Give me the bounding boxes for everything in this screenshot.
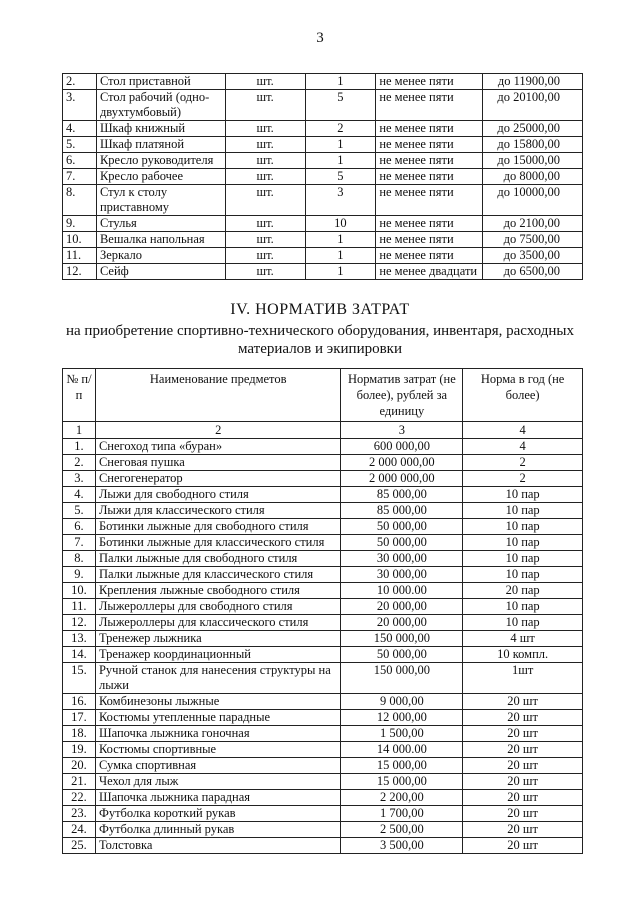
row-number: 6. xyxy=(63,519,96,535)
item-name: Кресло руководителя xyxy=(96,153,225,169)
row-number: 22. xyxy=(63,790,96,806)
item-name: Крепления лыжные свободного стиля xyxy=(95,583,341,599)
yearly-norm: 10 пар xyxy=(463,535,583,551)
row-number: 13. xyxy=(63,631,96,647)
item-name: Футболка короткий рукав xyxy=(95,806,341,822)
item-name: Шапочка лыжника парадная xyxy=(95,790,341,806)
service-term: не менее пяти xyxy=(376,74,483,90)
row-number: 21. xyxy=(63,774,96,790)
price: до 20100,00 xyxy=(483,90,583,121)
row-number: 2. xyxy=(63,455,96,471)
cost-norm: 3 500,00 xyxy=(341,838,463,854)
table-row xyxy=(63,599,583,615)
quantity: 1 xyxy=(305,248,376,264)
row-number: 7. xyxy=(63,169,97,185)
yearly-norm: 20 шт xyxy=(463,774,583,790)
furniture-table xyxy=(62,73,583,280)
yearly-norm: 1шт xyxy=(463,663,583,694)
row-number: 10. xyxy=(63,232,97,248)
service-term: не менее пяти xyxy=(376,185,483,216)
table-row xyxy=(63,742,583,758)
row-number: 9. xyxy=(63,216,97,232)
yearly-norm: 10 пар xyxy=(463,615,583,631)
row-number: 11. xyxy=(63,599,96,615)
yearly-norm: 20 шт xyxy=(463,758,583,774)
cost-norm: 30 000,00 xyxy=(341,551,463,567)
row-number: 25. xyxy=(63,838,96,854)
table-row xyxy=(63,519,583,535)
item-name: Палки лыжные для свободного стиля xyxy=(95,551,341,567)
price: до 6500,00 xyxy=(483,264,583,280)
table-row xyxy=(63,774,583,790)
yearly-norm: 20 шт xyxy=(463,742,583,758)
cost-norm: 12 000,00 xyxy=(341,710,463,726)
unit: шт. xyxy=(225,169,305,185)
cost-norm: 1 700,00 xyxy=(341,806,463,822)
row-number: 8. xyxy=(63,551,96,567)
yearly-norm: 20 шт xyxy=(463,806,583,822)
yearly-norm: 10 пар xyxy=(463,503,583,519)
yearly-norm: 20 шт xyxy=(463,710,583,726)
table-row xyxy=(63,264,583,280)
item-name: Лыжероллеры для свободного стиля xyxy=(95,599,341,615)
yearly-norm: 10 пар xyxy=(463,567,583,583)
row-number: 17. xyxy=(63,710,96,726)
unit: шт. xyxy=(225,264,305,280)
item-name: Лыжероллеры для классического стиля xyxy=(95,615,341,631)
cost-norm: 50 000,00 xyxy=(341,519,463,535)
cost-norm: 1 500,00 xyxy=(341,726,463,742)
item-name: Сумка спортивная xyxy=(95,758,341,774)
table-row xyxy=(63,455,583,471)
row-number: 9. xyxy=(63,567,96,583)
row-number: 1. xyxy=(63,439,96,455)
column-number: 1 xyxy=(63,422,96,439)
row-number: 20. xyxy=(63,758,96,774)
item-name: Ручной станок для нанесения структуры на лыжи xyxy=(95,663,341,694)
row-number: 19. xyxy=(63,742,96,758)
cost-norm: 150 000,00 xyxy=(341,631,463,647)
quantity: 2 xyxy=(305,121,376,137)
price: до 11900,00 xyxy=(483,74,583,90)
cost-norm: 9 000,00 xyxy=(341,694,463,710)
table-row xyxy=(63,185,583,216)
unit: шт. xyxy=(225,232,305,248)
table-row xyxy=(63,551,583,567)
item-name: Кресло рабочее xyxy=(96,169,225,185)
item-name: Стол приставной xyxy=(96,74,225,90)
row-number: 14. xyxy=(63,647,96,663)
table-row xyxy=(63,487,583,503)
yearly-norm: 4 xyxy=(463,439,583,455)
column-number: 3 xyxy=(341,422,463,439)
item-name: Костюмы спортивные xyxy=(95,742,341,758)
cost-norm: 10 000.00 xyxy=(341,583,463,599)
table-row xyxy=(63,439,583,455)
table-row xyxy=(63,663,583,694)
price: до 2100,00 xyxy=(483,216,583,232)
table-row xyxy=(63,216,583,232)
header-norm: Норма в год (не более) xyxy=(463,369,583,422)
row-number: 5. xyxy=(63,503,96,519)
table-row xyxy=(63,694,583,710)
item-name: Шкаф платяной xyxy=(96,137,225,153)
price: до 3500,00 xyxy=(483,248,583,264)
service-term: не менее пяти xyxy=(376,232,483,248)
table-row xyxy=(63,74,583,90)
yearly-norm: 4 шт xyxy=(463,631,583,647)
cost-norm: 600 000,00 xyxy=(341,439,463,455)
table-row xyxy=(63,710,583,726)
row-number: 12. xyxy=(63,264,97,280)
item-name: Тренажер координационный xyxy=(95,647,341,663)
column-number: 4 xyxy=(463,422,583,439)
cost-norm: 2 000 000,00 xyxy=(341,455,463,471)
service-term: не менее двадцати xyxy=(376,264,483,280)
unit: шт. xyxy=(225,248,305,264)
table-row xyxy=(63,647,583,663)
yearly-norm: 10 пар xyxy=(463,519,583,535)
yearly-norm: 10 пар xyxy=(463,487,583,503)
item-name: Чехол для лыж xyxy=(95,774,341,790)
item-name: Стул к столу приставному xyxy=(96,185,225,216)
equipment-table xyxy=(62,368,583,854)
row-number: 4. xyxy=(63,487,96,503)
row-number: 12. xyxy=(63,615,96,631)
row-number: 7. xyxy=(63,535,96,551)
item-name: Снегогенератор xyxy=(95,471,341,487)
unit: шт. xyxy=(225,137,305,153)
yearly-norm: 10 пар xyxy=(463,599,583,615)
item-name: Тренежер лыжника xyxy=(95,631,341,647)
item-name: Стулья xyxy=(96,216,225,232)
cost-norm: 50 000,00 xyxy=(341,647,463,663)
item-name: Лыжи для классического стиля xyxy=(95,503,341,519)
section-title: IV. НОРМАТИВ ЗАТРАТ xyxy=(230,301,410,318)
row-number: 10. xyxy=(63,583,96,599)
yearly-norm: 20 пар xyxy=(463,583,583,599)
quantity: 3 xyxy=(305,185,376,216)
unit: шт. xyxy=(225,153,305,169)
yearly-norm: 20 шт xyxy=(463,694,583,710)
unit: шт. xyxy=(225,121,305,137)
row-number: 18. xyxy=(63,726,96,742)
cost-norm: 150 000,00 xyxy=(341,663,463,694)
header-cost: Норматив затрат (не более), рублей за единицу xyxy=(341,369,463,422)
item-name: Футболка длинный рукав xyxy=(95,822,341,838)
item-name: Стол рабочий (одно-двухтумбовый) xyxy=(96,90,225,121)
yearly-norm: 20 шт xyxy=(463,838,583,854)
service-term: не менее пяти xyxy=(376,137,483,153)
quantity: 1 xyxy=(305,264,376,280)
item-name: Шкаф книжный xyxy=(96,121,225,137)
table-row xyxy=(63,726,583,742)
cost-norm: 2 000 000,00 xyxy=(341,471,463,487)
cost-norm: 30 000,00 xyxy=(341,567,463,583)
cost-norm: 15 000,00 xyxy=(341,758,463,774)
table-row xyxy=(63,567,583,583)
item-name: Шапочка лыжника гоночная xyxy=(95,726,341,742)
service-term: не менее пяти xyxy=(376,153,483,169)
table-row xyxy=(63,631,583,647)
quantity: 5 xyxy=(305,90,376,121)
table-row xyxy=(63,822,583,838)
column-numbers-row xyxy=(63,422,583,439)
row-number: 2. xyxy=(63,74,97,90)
table-row xyxy=(63,535,583,551)
unit: шт. xyxy=(225,90,305,121)
item-name: Палки лыжные для классического стиля xyxy=(95,567,341,583)
item-name: Сейф xyxy=(96,264,225,280)
item-name: Комбинезоны лыжные xyxy=(95,694,341,710)
table-row xyxy=(63,583,583,599)
section-heading xyxy=(0,300,640,358)
service-term: не менее пяти xyxy=(376,216,483,232)
cost-norm: 85 000,00 xyxy=(341,487,463,503)
price: до 25000,00 xyxy=(483,121,583,137)
table-row xyxy=(63,121,583,137)
table-row xyxy=(63,806,583,822)
service-term: не менее пяти xyxy=(376,169,483,185)
cost-norm: 85 000,00 xyxy=(341,503,463,519)
item-name: Костюмы утепленные парадные xyxy=(95,710,341,726)
header-number: № п/п xyxy=(63,369,96,422)
cost-norm: 15 000,00 xyxy=(341,774,463,790)
row-number: 23. xyxy=(63,806,96,822)
table-row xyxy=(63,838,583,854)
table-row xyxy=(63,90,583,121)
section-subtitle: на приобретение спортивно-технического оборудования, инвентаря, расходных материалов и экипировки xyxy=(66,323,574,357)
service-term: не менее пяти xyxy=(376,248,483,264)
price: до 8000,00 xyxy=(483,169,583,185)
service-term: не менее пяти xyxy=(376,121,483,137)
unit: шт. xyxy=(225,185,305,216)
table-header-row xyxy=(63,369,583,422)
cost-norm: 2 200,00 xyxy=(341,790,463,806)
cost-norm: 20 000,00 xyxy=(341,615,463,631)
price: до 7500,00 xyxy=(483,232,583,248)
quantity: 1 xyxy=(305,74,376,90)
table-row xyxy=(63,758,583,774)
unit: шт. xyxy=(225,216,305,232)
row-number: 16. xyxy=(63,694,96,710)
item-name: Вешалка напольная xyxy=(96,232,225,248)
cost-norm: 50 000,00 xyxy=(341,535,463,551)
table-row xyxy=(63,169,583,185)
page-number: 3 xyxy=(316,30,324,46)
item-name: Ботинки лыжные для свободного стиля xyxy=(95,519,341,535)
item-name: Ботинки лыжные для классического стиля xyxy=(95,535,341,551)
column-number: 2 xyxy=(95,422,341,439)
row-number: 3. xyxy=(63,90,97,121)
header-name: Наименование предметов xyxy=(95,369,341,422)
yearly-norm: 20 шт xyxy=(463,790,583,806)
yearly-norm: 20 шт xyxy=(463,726,583,742)
row-number: 24. xyxy=(63,822,96,838)
item-name: Снеговая пушка xyxy=(95,455,341,471)
cost-norm: 20 000,00 xyxy=(341,599,463,615)
row-number: 11. xyxy=(63,248,97,264)
row-number: 5. xyxy=(63,137,97,153)
table-row xyxy=(63,471,583,487)
row-number: 3. xyxy=(63,471,96,487)
cost-norm: 14 000.00 xyxy=(341,742,463,758)
item-name: Лыжи для свободного стиля xyxy=(95,487,341,503)
quantity: 1 xyxy=(305,232,376,248)
row-number: 8. xyxy=(63,185,97,216)
yearly-norm: 20 шт xyxy=(463,822,583,838)
yearly-norm: 2 xyxy=(463,471,583,487)
item-name: Толстовка xyxy=(95,838,341,854)
table-row xyxy=(63,615,583,631)
table-row xyxy=(63,232,583,248)
quantity: 1 xyxy=(305,137,376,153)
row-number: 4. xyxy=(63,121,97,137)
yearly-norm: 10 компл. xyxy=(463,647,583,663)
table-row xyxy=(63,137,583,153)
service-term: не менее пяти xyxy=(376,90,483,121)
quantity: 5 xyxy=(305,169,376,185)
price: до 15000,00 xyxy=(483,153,583,169)
table-row xyxy=(63,153,583,169)
quantity: 1 xyxy=(305,153,376,169)
quantity: 10 xyxy=(305,216,376,232)
table-row xyxy=(63,248,583,264)
cost-norm: 2 500,00 xyxy=(341,822,463,838)
unit: шт. xyxy=(225,74,305,90)
row-number: 15. xyxy=(63,663,96,694)
item-name: Зеркало xyxy=(96,248,225,264)
price: до 15800,00 xyxy=(483,137,583,153)
yearly-norm: 10 пар xyxy=(463,551,583,567)
price: до 10000,00 xyxy=(483,185,583,216)
table-row xyxy=(63,503,583,519)
item-name: Снегоход типа «буран» xyxy=(95,439,341,455)
yearly-norm: 2 xyxy=(463,455,583,471)
table-row xyxy=(63,790,583,806)
row-number: 6. xyxy=(63,153,97,169)
